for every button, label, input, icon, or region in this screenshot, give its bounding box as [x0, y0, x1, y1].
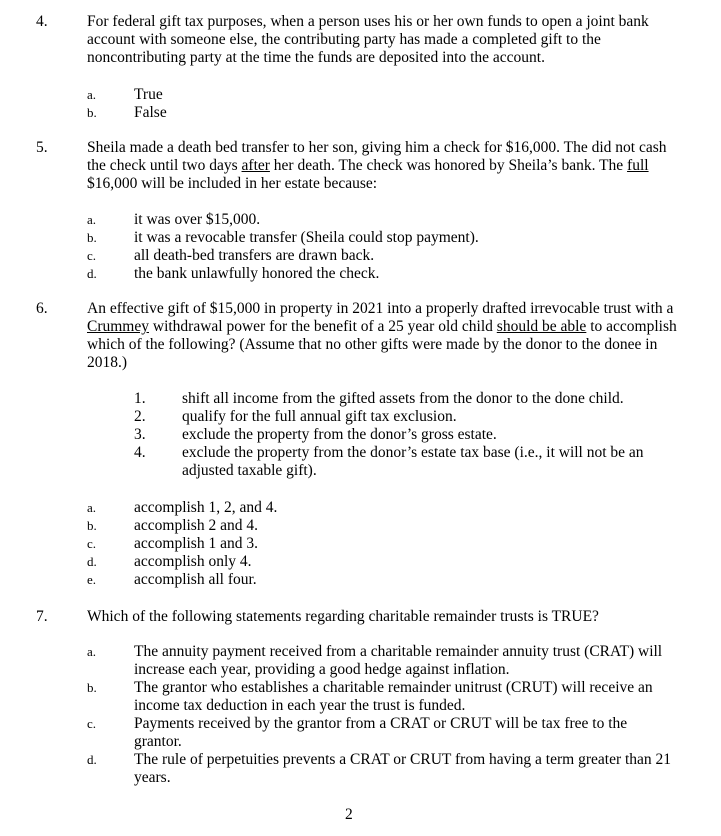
- numbered-item-1: [0, 390, 721, 408]
- question-5-options: [0, 211, 721, 283]
- question-7-options: [0, 643, 721, 787]
- option-d: [0, 751, 721, 787]
- option-letter: b.: [87, 230, 97, 245]
- option-b: [0, 104, 721, 122]
- underlined-word-full: full: [627, 157, 649, 174]
- option-letter: e.: [87, 572, 97, 587]
- question-number: 6.: [36, 300, 48, 317]
- option-text: The grantor who establishes a charitable remainder unitrust (CRUT) will receive an income tax deduction in each year the trust is funded.: [134, 679, 653, 714]
- option-text: accomplish only 4.: [134, 553, 252, 570]
- question-text: For federal gift tax purposes, when a person uses his or her own funds to open a joint bank account with someone else, the contributing party has made a completed gift to the noncontributing party at the time the funds are deposited into the account.: [87, 13, 649, 66]
- option-c: [0, 535, 721, 553]
- underlined-word-after: after: [241, 157, 270, 174]
- option-letter: a.: [87, 500, 97, 515]
- option-text: accomplish 1 and 3.: [134, 535, 258, 552]
- question-number: 7.: [36, 608, 48, 625]
- option-text: all death-bed transfers are drawn back.: [134, 247, 375, 264]
- page-number: 2: [345, 806, 353, 823]
- option-letter: d.: [87, 266, 97, 281]
- option-text: Payments received by the grantor from a CRAT or CRUT will be tax free to the grantor.: [134, 715, 628, 750]
- option-letter: c.: [87, 248, 97, 263]
- question-number: 5.: [36, 139, 48, 156]
- option-text: accomplish 1, 2, and 4.: [134, 499, 278, 516]
- item-number: 4.: [134, 444, 146, 461]
- option-letter: b.: [87, 518, 97, 533]
- underlined-word-crummey: Crummey: [87, 318, 149, 335]
- option-d: [0, 265, 721, 283]
- option-d: [0, 553, 721, 571]
- option-e: [0, 571, 721, 589]
- option-letter: c.: [87, 536, 97, 551]
- option-c: [0, 715, 721, 751]
- option-letter: d.: [87, 752, 97, 767]
- option-c: [0, 247, 721, 265]
- question-6-numbered-list: [0, 390, 721, 480]
- item-text: shift all income from the gifted assets from the donor to the done child.: [182, 390, 624, 407]
- item-number: 3.: [134, 426, 146, 443]
- option-text: False: [134, 104, 167, 121]
- option-text: accomplish all four.: [134, 571, 257, 588]
- question-number: 4.: [36, 13, 48, 30]
- underlined-phrase-should-be-able: should be able: [496, 318, 587, 335]
- option-letter: a.: [87, 644, 97, 659]
- question-6-options: [0, 499, 721, 589]
- option-letter: a.: [87, 87, 97, 102]
- option-letter: c.: [87, 716, 97, 731]
- option-text: accomplish 2 and 4.: [134, 517, 258, 534]
- question-text: Which of the following statements regarding charitable remainder trusts is TRUE?: [87, 608, 599, 625]
- option-text: it was a revocable transfer (Sheila could stop payment).: [134, 229, 479, 246]
- question-4-options: [0, 86, 721, 122]
- numbered-item-4: [0, 444, 721, 480]
- item-text: exclude the property from the donor’s gross estate.: [182, 426, 497, 443]
- numbered-item-3: [0, 426, 721, 444]
- option-text: True: [134, 86, 163, 103]
- question-text: An effective gift of $15,000 in property in 2021 into a properly drafted irrevocable trust with a Crummey withdrawal power for the benefit of a 25 year old child should be able to accomplish which of the following? (Assume that no other gifts were made by the donor to the donee in 2018.): [87, 300, 677, 371]
- item-text: qualify for the full annual gift tax exclusion.: [182, 408, 457, 425]
- question-text: Sheila made a death bed transfer to her son, giving him a check for $16,000. The did not cash the check until two days after her death. The check was honored by Sheila’s bank. The full $16,000 will be included in her estate because:: [87, 139, 667, 192]
- option-b: [0, 517, 721, 535]
- option-a: [0, 86, 721, 104]
- numbered-item-2: [0, 408, 721, 426]
- option-text: The annuity payment received from a charitable remainder annuity trust (CRAT) will increase each year, providing a good hedge against inflation.: [134, 643, 663, 678]
- option-letter: a.: [87, 212, 97, 227]
- option-a: [0, 211, 721, 229]
- option-a: [0, 643, 721, 679]
- option-text: the bank unlawfully honored the check.: [134, 265, 380, 282]
- option-letter: b.: [87, 105, 97, 120]
- item-number: 1.: [134, 390, 146, 407]
- option-a: [0, 499, 721, 517]
- item-text: exclude the property from the donor’s estate tax base (i.e., it will not be an adjusted taxable gift).: [182, 444, 644, 479]
- option-text: it was over $15,000.: [134, 211, 261, 228]
- item-number: 2.: [134, 408, 146, 425]
- option-b: [0, 679, 721, 715]
- option-letter: b.: [87, 680, 97, 695]
- option-b: [0, 229, 721, 247]
- option-letter: d.: [87, 554, 97, 569]
- option-text: The rule of perpetuities prevents a CRAT or CRUT from having a term greater than 21 years.: [134, 751, 672, 786]
